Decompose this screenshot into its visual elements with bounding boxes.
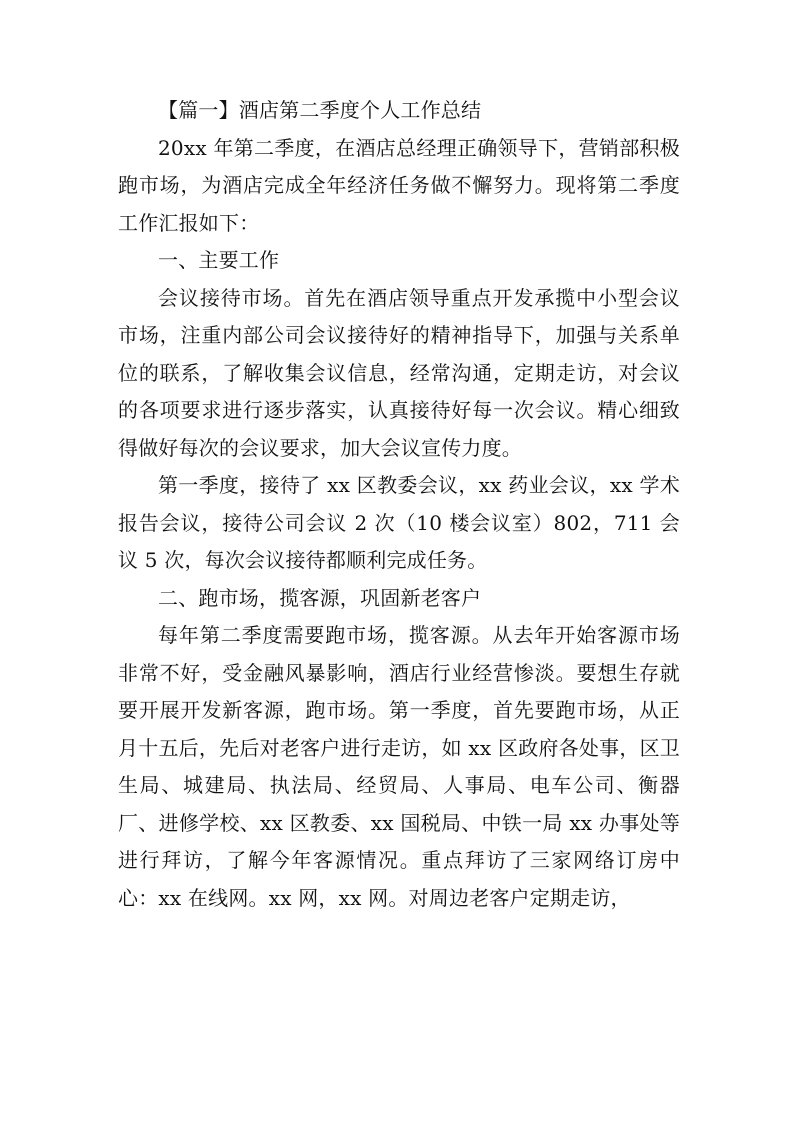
document-body xyxy=(118,92,680,917)
section-heading-main-work: 一、主要工作 xyxy=(158,248,280,272)
paragraph-market-expansion: 每年第二季度需要跑市场，揽客源。从去年开始客源市场非常不好，受金融风暴影响，酒店行业经营惨淡。要想生存就要开展开发新客源，跑市场。第一季度，首先要跑市场，从正月十五后，先后对老客户进行走访，如 xx 区政府各处事，区卫生局、城建局、执法局、经贸局、人事局、电车公司、衡器厂、进修学校、xx 区教委、xx 国税局、中铁一局 xx 办事处等进行拜访，了解今年客源情况。重点拜访了三家网络订房中心：xx 在线网。xx 网，xx 网。对周边老客户定期走访， xyxy=(118,623,680,910)
paragraph-intro: 20xx 年第二季度，在酒店总经理正确领导下，营销部积极跑市场，为酒店完成全年经济任务做不懈努力。现将第二季度工作汇报如下： xyxy=(118,135,680,235)
paragraph-first-quarter-meetings: 第一季度，接待了 xx 区教委会议，xx 药业会议，xx 学术报告会议，接待公司会议 2 次（10 楼会议室）802，711 会议 5 次，每次会议接待都顺利完成任务。 xyxy=(118,473,680,572)
document-title: 【篇一】酒店第二季度个人工作总结 xyxy=(158,98,482,122)
paragraph-meeting-market: 会议接待市场。首先在酒店领导重点开发承揽中小型会议市场，注重内部公司会议接待好的精神指导下，加强与关系单位的联系，了解收集会议信息，经常沟通，定期走访，对会议的各项要求进行逐步落实，认真接待好每一次会议。精心细致得做好每次的会议要求，加大会议宣传力度。 xyxy=(118,285,680,460)
section-heading-market-clients: 二、跑市场，揽客源，巩固新老客户 xyxy=(158,585,482,610)
